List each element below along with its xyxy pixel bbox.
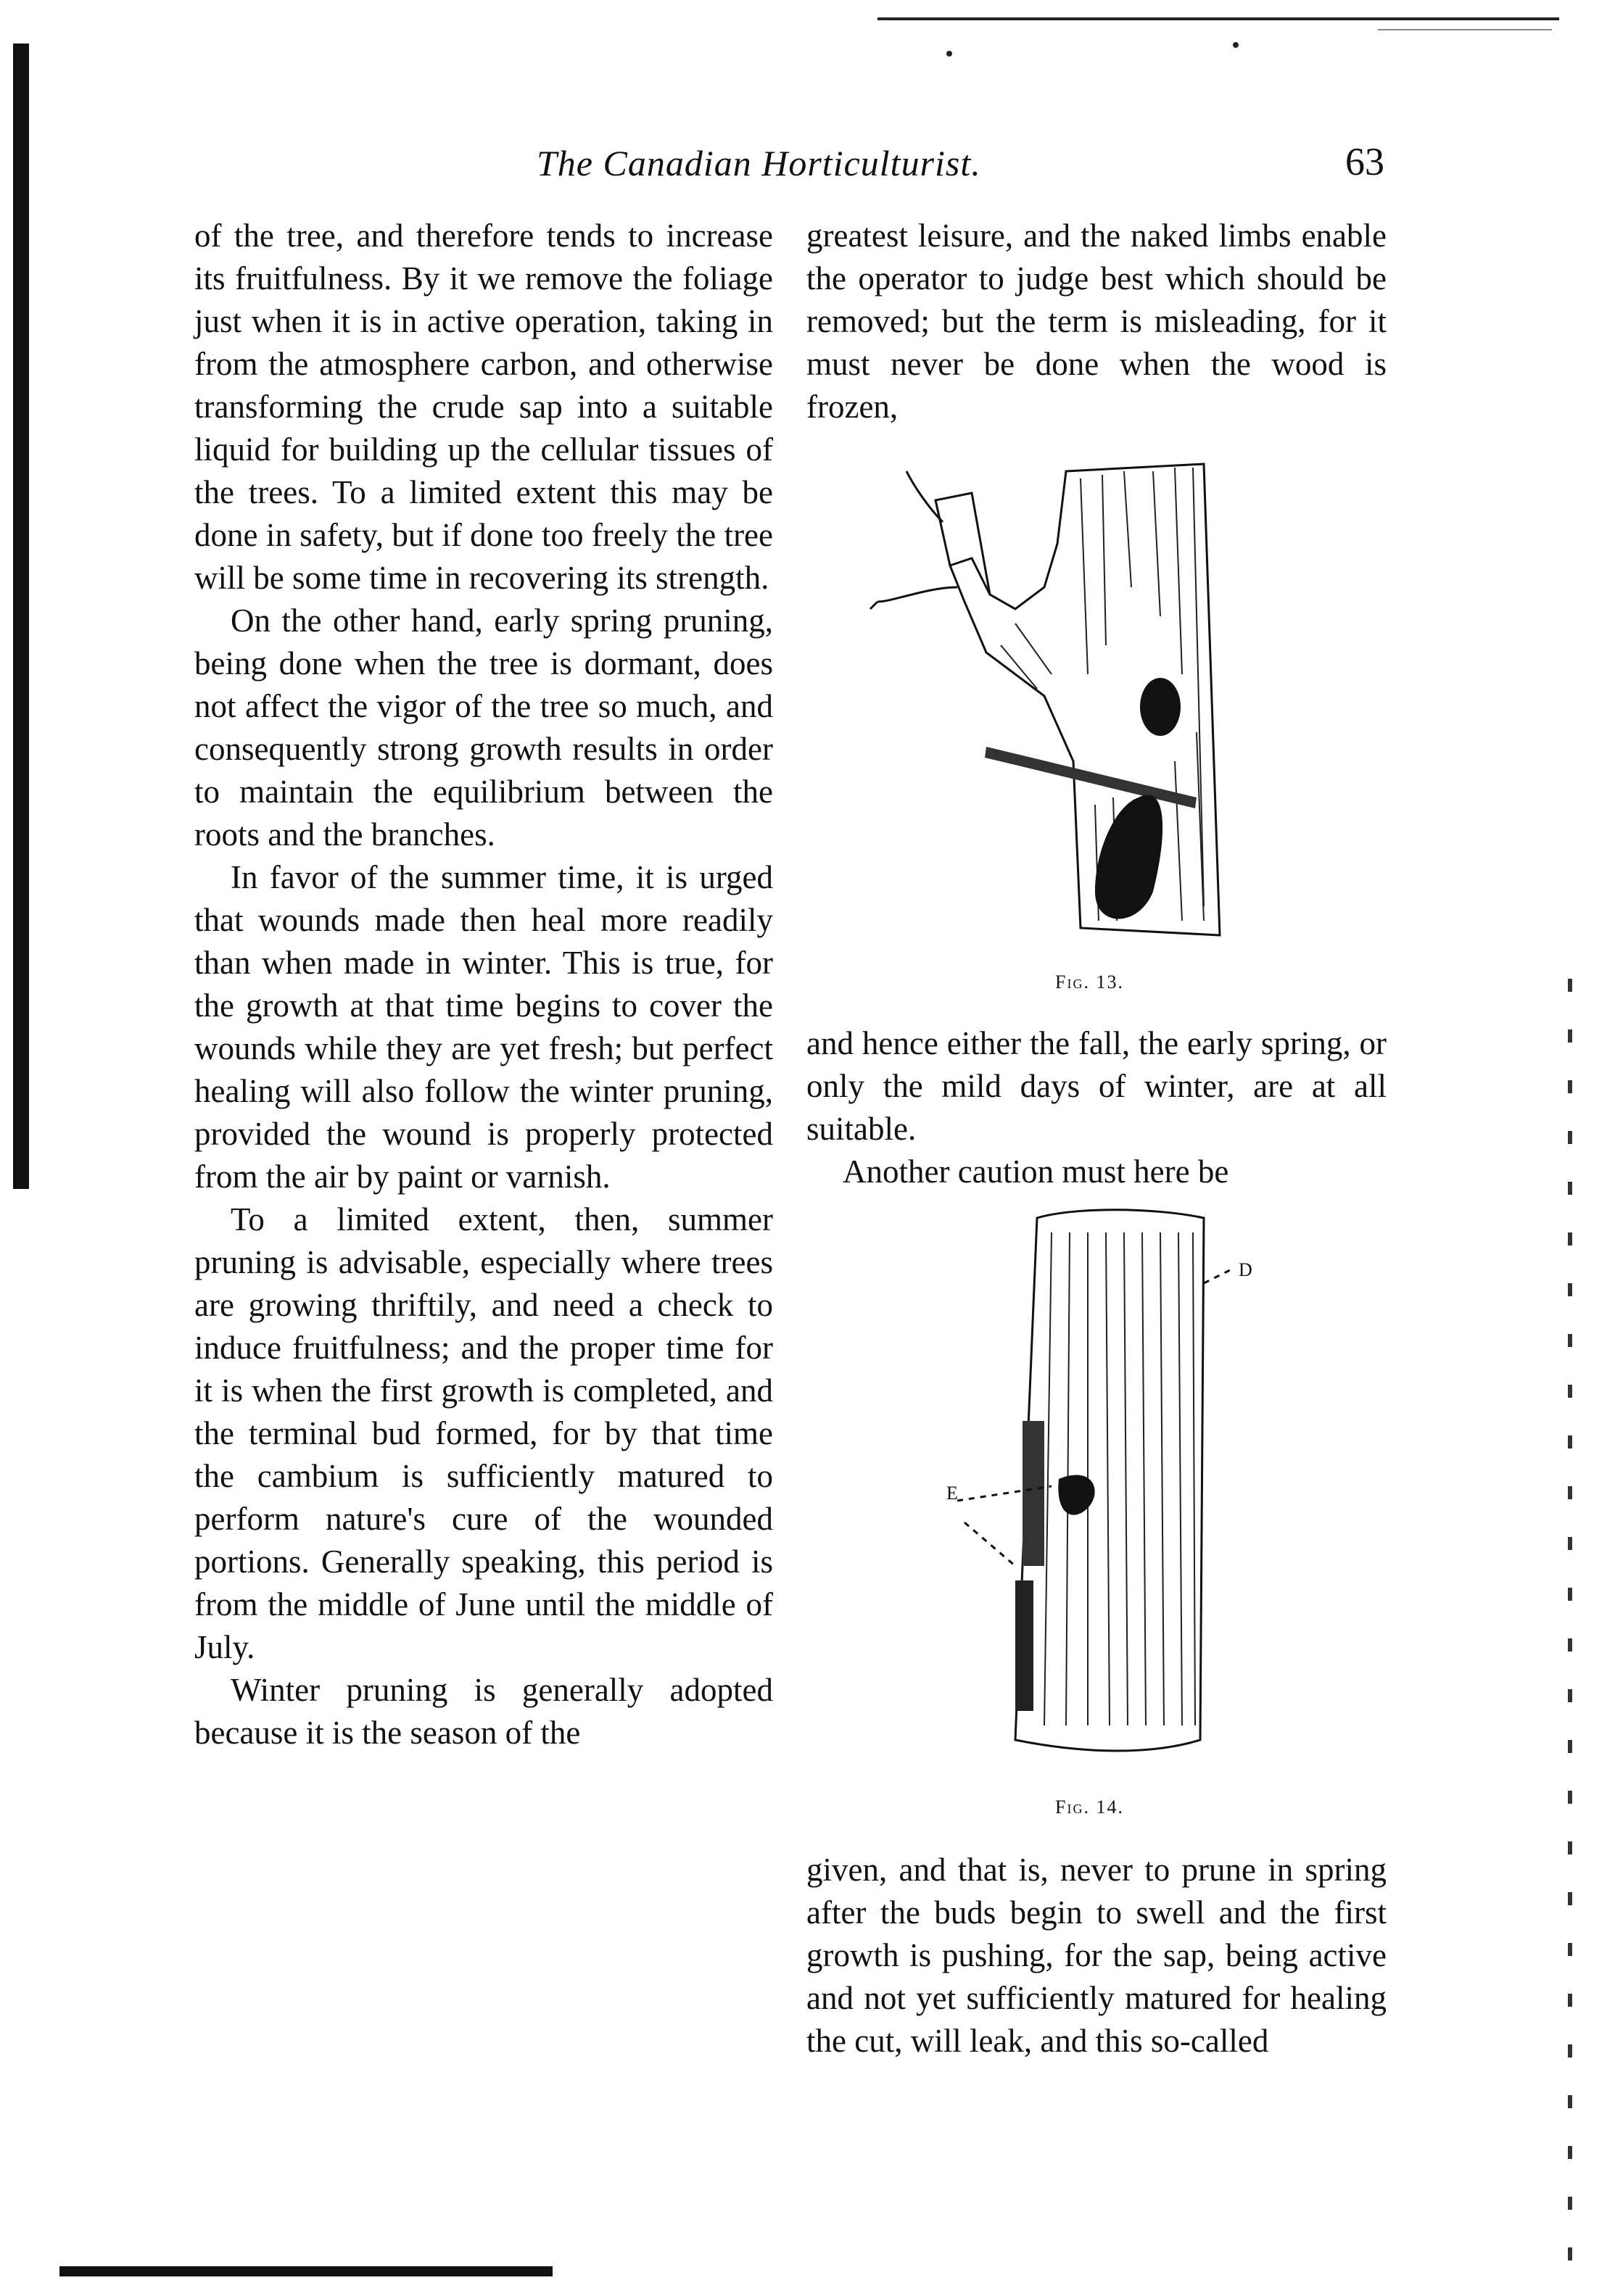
fig-14-illustration <box>914 1203 1291 1783</box>
fig-13-illustration <box>863 457 1240 950</box>
binding-edge-bar <box>13 43 29 1189</box>
paragraph: Winter pruning is generally adopted because it is the season of the <box>194 1672 773 1751</box>
header-rule-secondary <box>1378 29 1552 30</box>
page-number: 63 <box>1345 140 1384 183</box>
paragraph: In favor of the summer time, it is urged that wounds made then heal more readily than when made in winter. This is true, for the growth at that time begins to cover the wounds while they are yet fresh; but perfect healing will also follow the winter pruning, provided the wound is properly protected from the air by paint or varnish. <box>194 859 773 1195</box>
fig-14-caption: Fig. 14. <box>1055 1796 1124 1818</box>
paragraph: greatest leisure, and the naked limbs enable the operator to judge best which should be removed; but the term is misleading, for it must never be done when the wood is frozen, <box>806 217 1387 425</box>
right-column-bottom <box>806 1849 1387 2063</box>
fig-14-label-e: E <box>946 1483 958 1504</box>
paragraph: To a limited extent, then, summer pruning is advisable, especially where trees are growing thriftily, and need a check to induce fruitfulness; and the proper time for it is when the first growth is completed, and the terminal bud formed, for by that time the cambium is sufficiently matured to perform nature's cure of the wounded portions. Generally speaking, this period is from the middle of June until the middle of July. <box>194 1201 773 1665</box>
paragraph: of the tree, and therefore tends to increase its fruitfulness. By it we remove the foliage just when it is in active operation, taking in from the atmosphere carbon, and otherwise transforming the crude sap into a suitable liquid for building up the cellular tissues of the trees. To a limited extent this may be done in safety, but if done too freely the tree will be some time in recovering its strength. <box>194 217 773 596</box>
speck <box>946 51 952 57</box>
bottom-edge-bar <box>59 2266 553 2276</box>
paragraph: On the other hand, early spring pruning, being done when the tree is dormant, does not affect the vigor of the tree so much, and consequently strong growth results in order to maintain the equilibrium between the roots and the branches. <box>194 602 773 853</box>
running-title: The Canadian Horticulturist. <box>537 143 981 183</box>
paragraph: given, and that is, never to prune in spring after the buds begin to swell and the first growth is pushing, for the sap, being active and not yet sufficiently matured for healing the cut, will leak, and this so-called <box>806 1852 1387 2059</box>
fig-13-caption: Fig. 13. <box>1055 971 1124 992</box>
paragraph: Another caution must here be <box>843 1153 1229 1190</box>
paragraph: and hence either the fall, the early spring, or only the mild days of winter, are at all suitable. <box>806 1025 1387 1147</box>
fig-14-label-d: D <box>1239 1259 1252 1280</box>
right-column-top <box>806 215 1387 428</box>
speck <box>1233 42 1239 48</box>
right-edge-marks <box>1568 979 1572 2284</box>
right-column-middle <box>806 1022 1387 1193</box>
left-column <box>194 215 773 1754</box>
header-rule <box>877 17 1559 20</box>
